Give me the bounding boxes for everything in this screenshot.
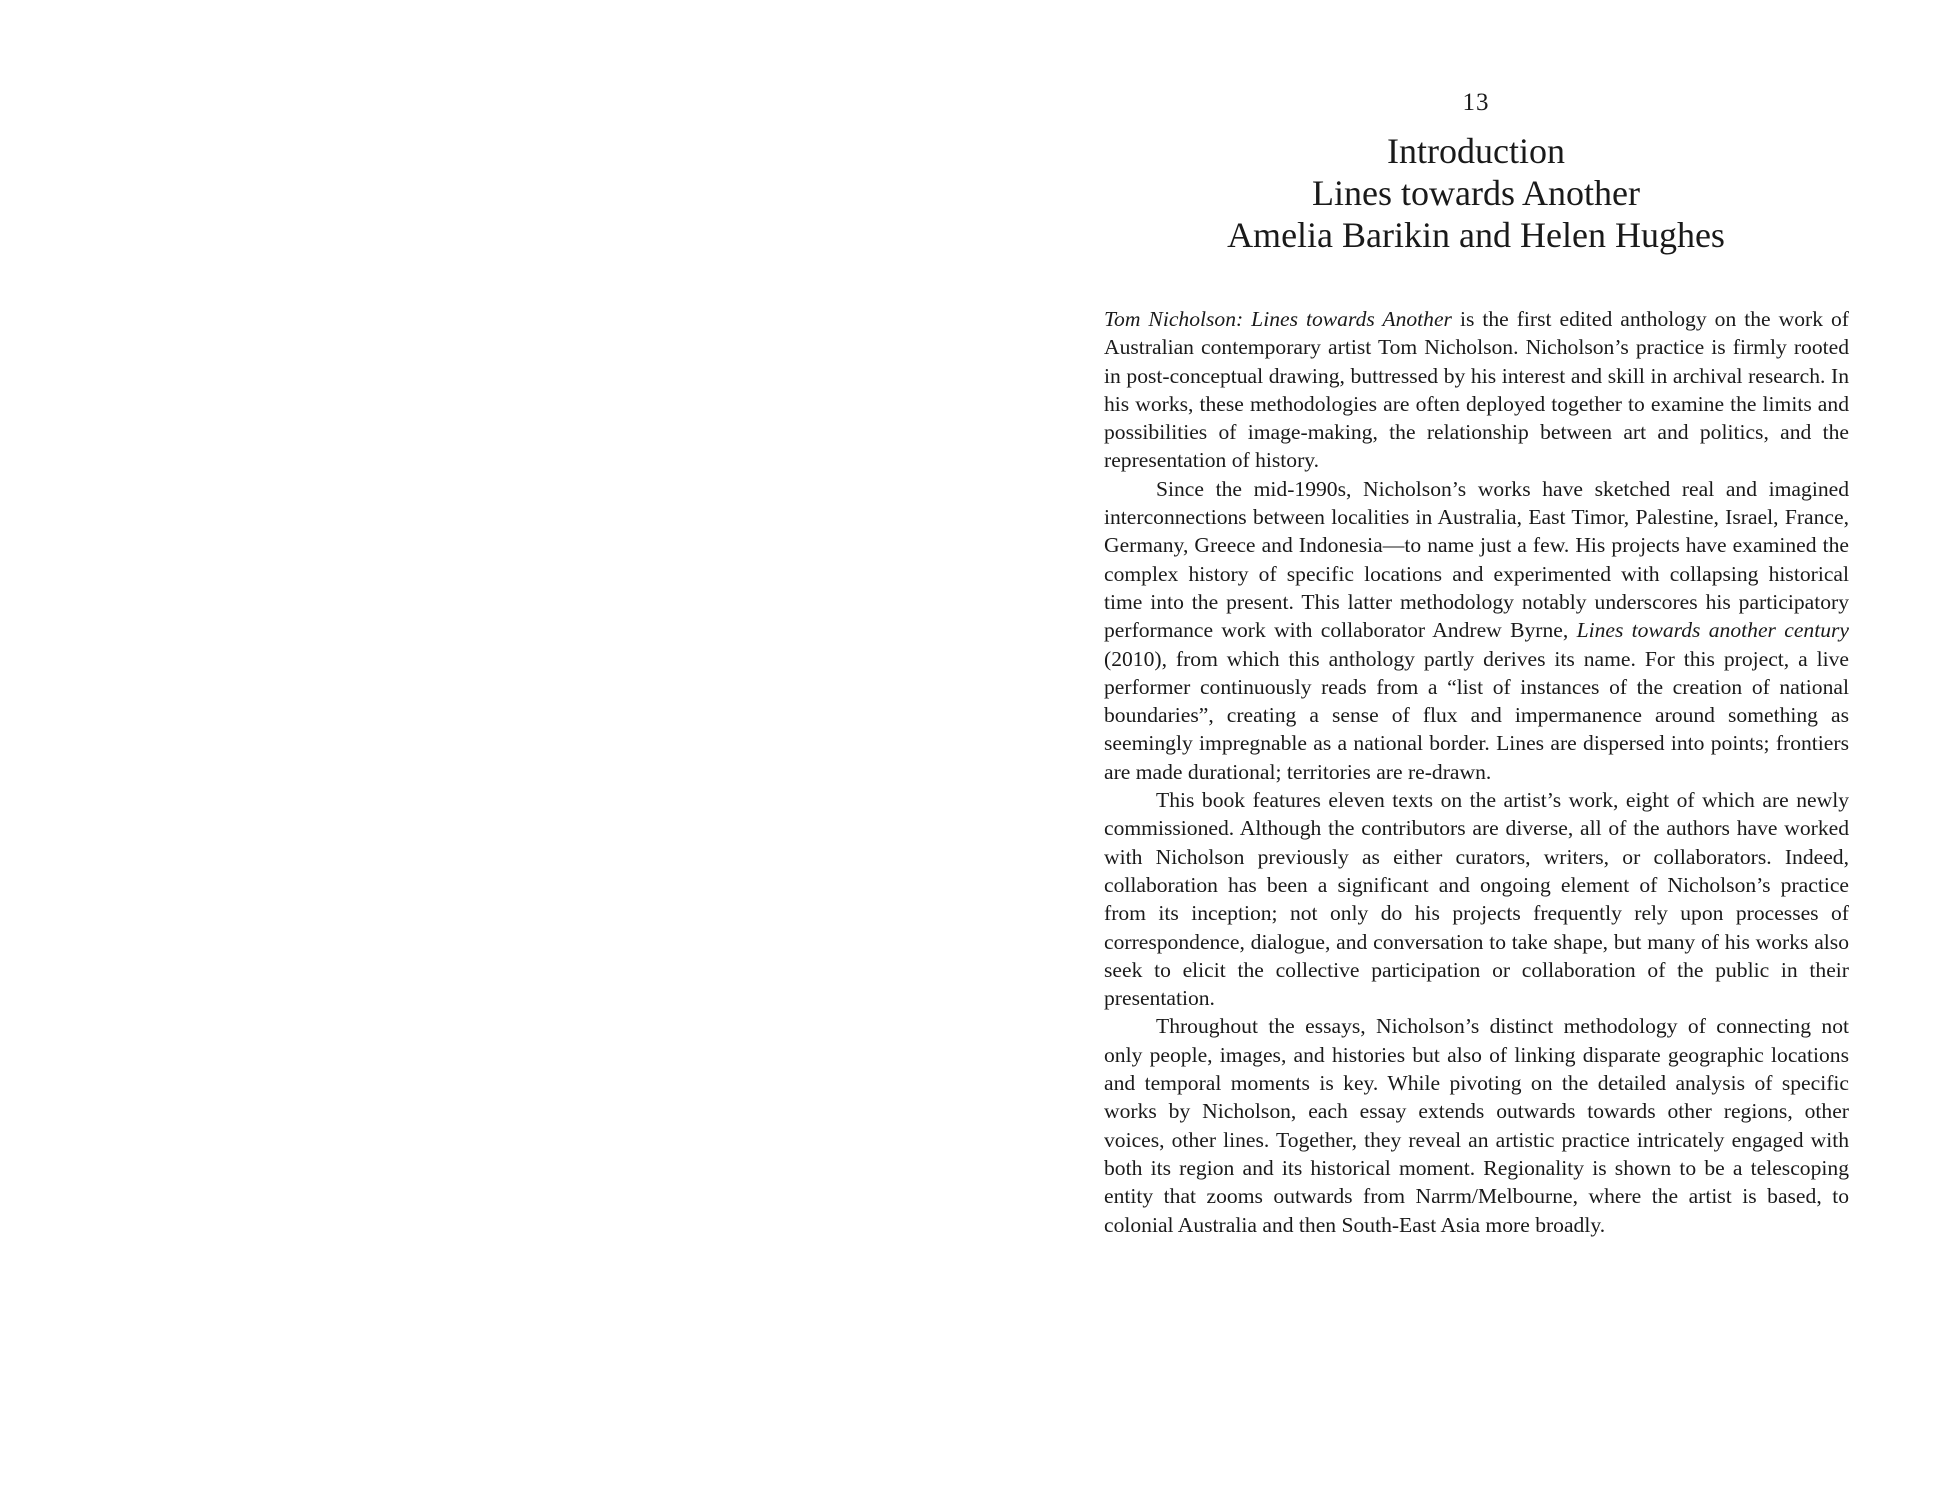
- paragraph-2: [1104, 475, 1849, 786]
- paragraph-1: [1104, 305, 1849, 475]
- chapter-title: [1104, 130, 1848, 256]
- left-page-blank: [0, 0, 970, 1500]
- paragraph-2-text-a: Since the mid-1990s, Nicholson’s works have sketched real and imagined interconnections between localities in Australia, East Timor, Palestine, Israel, France, Germany, Greece and Indonesia—to name just a few. His projects have examined the complex history of specific locations and experimented with collapsing historical time into the present. This latter methodology notably underscores his participatory performance work with collaborator Andrew Byrne,: [1104, 476, 1849, 643]
- chapter-heading: Introduction: [1387, 131, 1565, 171]
- work-title-italic: Lines towards another century: [1576, 618, 1849, 643]
- body-text: [1104, 305, 1849, 1239]
- chapter-subtitle: Lines towards Another: [1312, 173, 1640, 213]
- chapter-authors: Amelia Barikin and Helen Hughes: [1227, 215, 1725, 255]
- book-title-italic: Tom Nicholson: Lines towards Another: [1104, 307, 1452, 331]
- paragraph-3: This book features eleven texts on the artist’s work, eight of which are newly commissioned. Although the contributors are diverse, all of the authors have worked with Nicholson previously as either curators, writers, or collaborators. Indeed, collaboration has been a significant and ongoing element of Nicholson’s practice from its inception; not only do his projects frequently rely upon processes of correspondence, dialogue, and conversation to take shape, but many of his works also seek to elicit the collective participation or collaboration of the public in their presentation.: [1104, 788, 1849, 1011]
- paragraph-2-text-b: (2010), from which this anthology partly derives its name. For this project, a live performer continuously reads from a “list of instances of the creation of national boundaries”, creating a sense of flux and impermanence around something as seemingly impregnable as a national border. Lines are dispersed into points; frontiers are made durational; territories are re-drawn.: [1104, 646, 1849, 784]
- page-number: 13: [1462, 89, 1490, 116]
- paragraph-4: Throughout the essays, Nicholson’s distinct methodology of connecting not only people, images, and histories but also of linking disparate geographic locations and temporal moments is key. While pivoting on the detailed analysis of specific works by Nicholson, each essay extends outwards towards other regions, other voices, other lines. Together, they reveal an artistic practice intricately engaged with both its region and its historical moment. Regionality is shown to be a telescoping entity that zooms outwards from Narrm/Melbourne, where the artist is based, to colonial Australia and then South-East Asia more broadly.: [1104, 1014, 1849, 1237]
- paragraph-1-text: is the first edited anthology on the work of Australian contemporary artist Tom Nicholson. Nicholson’s practice is firmly rooted in post-conceptual drawing, buttressed by his interest and skill in archival research. In his works, these methodologies are often deployed together to examine the limits and possibilities of image-making, the relationship between art and politics, and the representation of history.: [1104, 307, 1849, 473]
